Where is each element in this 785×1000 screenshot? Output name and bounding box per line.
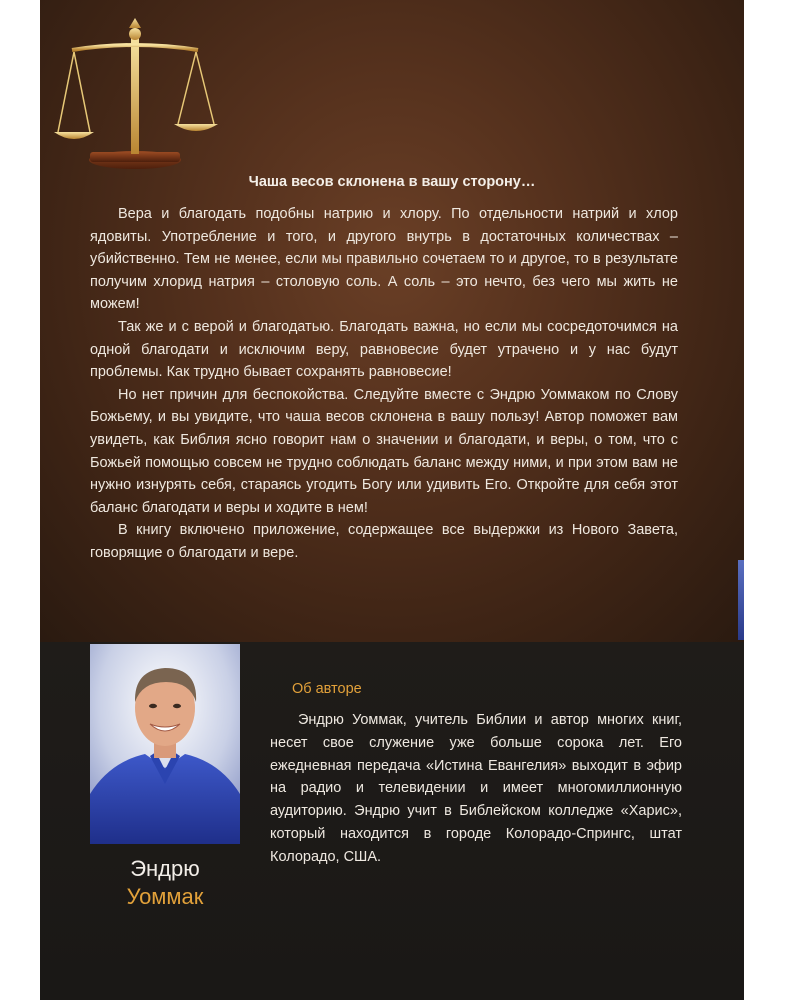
spine-edge-glow: [738, 560, 744, 640]
author-last-name: Уоммак: [126, 884, 204, 909]
description-paragraph: Но нет причин для беспокойства. Следуйте вместе с Эндрю Уоммаком по Слову Божьему, и вы увидите, что чаша весов склонена в вашу пользу! Автор поможет вам увидеть, как Библия ясно говорит нам о значении и благодати, и веры, о том, что с Божьей помощью совсем не трудно соблюдать баланс между ними, и при этом вам не нужно изнурять себя, стараясь угодить Богу или удивить Его. Откройте для себя этот баланс благодати и веры и ходите в нем!: [90, 386, 678, 516]
about-author-title: Об авторе: [292, 681, 362, 697]
about-author-text-block: [270, 709, 682, 869]
headline: Чаша весов склонена в вашу сторону…: [248, 174, 536, 190]
description-paragraph: Так же и с верой и благодатью. Благодать важна, но если мы сосредоточимся на одной благодати и исключим веру, равновесие будет утрачено и у нас будут проблемы. Как трудно бывает сохранять равновесие!: [90, 318, 678, 381]
back-cover: [40, 0, 744, 1000]
about-author-text: Эндрю Уоммак, учитель Библии и автор многих книг, несет свое служение уже больше сорока лет. Его ежедневная передача «Истина Евангелия» выходит в эфир на радио и телевидении и имеет многомиллионную аудиторию. Эндрю учит в Библейском колледже «Харис», который находится в городе Колорадо-Спрингс, штат Колорадо, США.: [270, 712, 682, 865]
scales-of-justice-icon: [50, 14, 230, 174]
description: [90, 203, 678, 565]
description-paragraph: Вера и благодать подобны натрию и хлору. По отдельности натрий и хлор ядовиты. Употребление и того, и другого внутрь в достаточных количествах – убийственно. Тем не менее, если мы правильно сочетаем то и другое, то в результате получим хлорид натрия – столовую соль. А соль – это нечто, без чего мы жить не можем!: [90, 206, 678, 313]
author-photo: [90, 644, 240, 844]
author-first-name: Эндрю: [130, 856, 200, 881]
description-paragraph: В книгу включено приложение, содержащее все выдержки из Нового Завета, говорящие о благодати и вере.: [90, 522, 678, 561]
